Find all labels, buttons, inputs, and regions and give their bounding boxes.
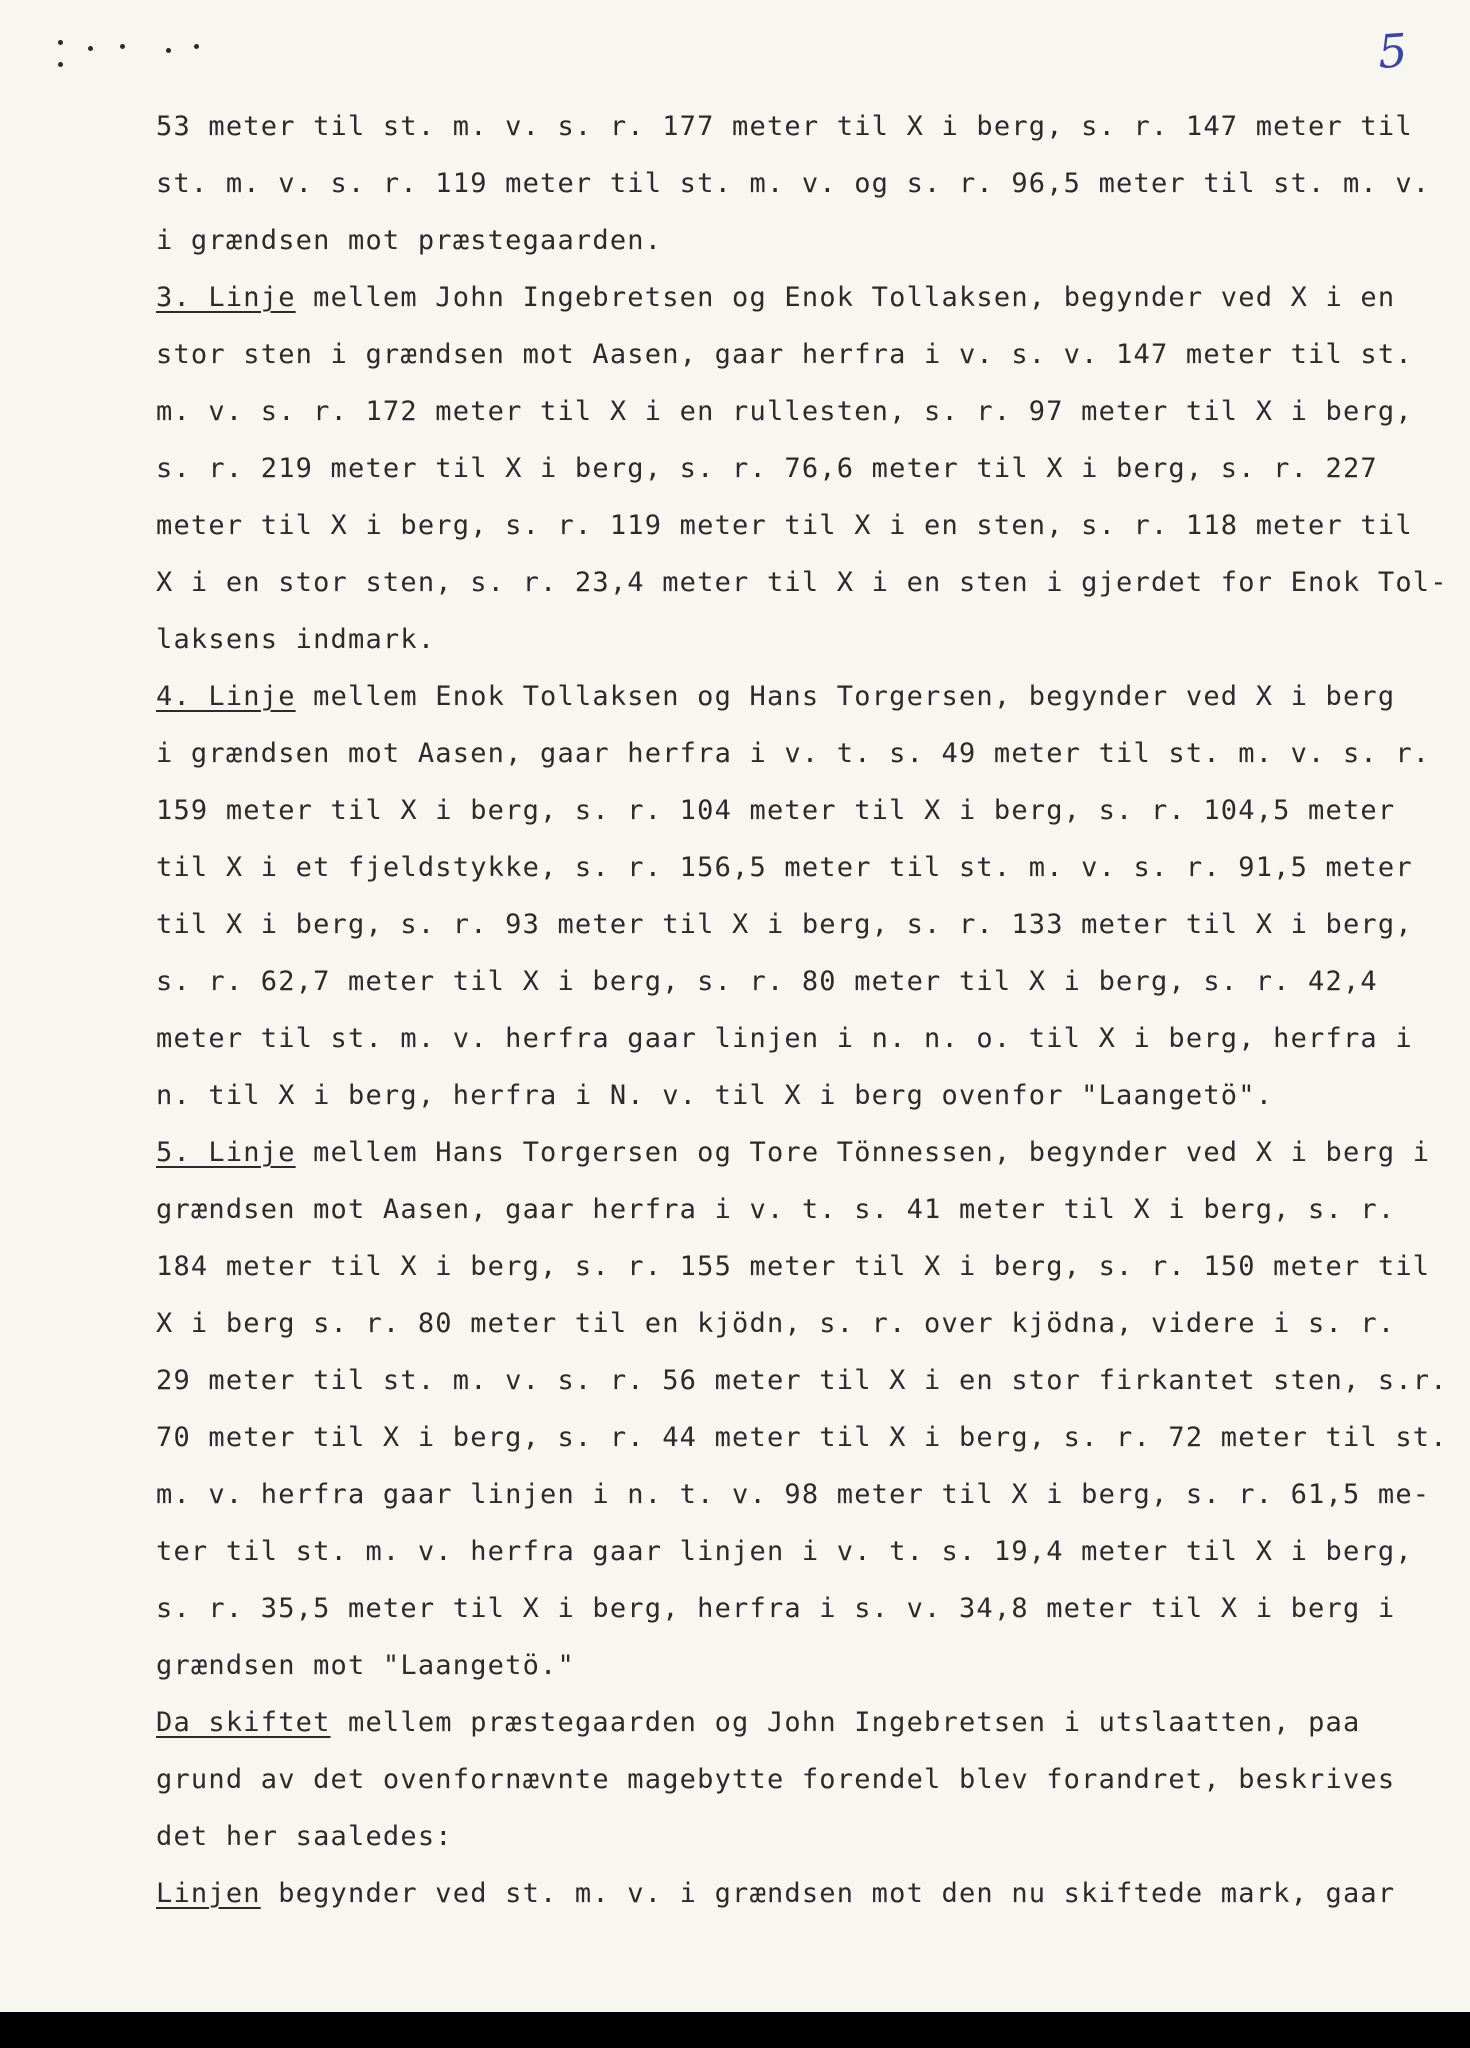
section-heading: 4. Linje — [156, 681, 296, 712]
text-line — [156, 896, 1416, 953]
section-heading: 5. Linje — [156, 1137, 296, 1168]
text-line — [156, 1751, 1416, 1808]
line-text: 159 meter til X i berg, s. r. 104 meter til X i berg, s. r. 104,5 meter — [156, 795, 1396, 826]
text-line — [156, 1409, 1448, 1466]
page-number: 5 — [1376, 23, 1410, 79]
text-line — [156, 269, 1416, 326]
text-line — [156, 1865, 1416, 1922]
text-line — [156, 839, 1416, 896]
line-text: grændsen mot "Laangetö." — [156, 1650, 575, 1681]
line-text: 53 meter til st. m. v. s. r. 177 meter til X i berg, s. r. 147 meter til — [156, 111, 1413, 142]
text-line — [156, 1694, 1416, 1751]
line-text: 70 meter til X i berg, s. r. 44 meter til X i berg, s. r. 72 meter til st. — [156, 1422, 1448, 1453]
line-text: ter til st. m. v. herfra gaar linjen i v. t. s. 19,4 meter til X i berg, — [156, 1536, 1413, 1567]
line-text: i grændsen mot Aasen, gaar herfra i v. t. s. 49 meter til st. m. v. s. r. — [156, 738, 1431, 769]
text-line — [156, 326, 1416, 383]
text-line — [156, 1523, 1416, 1580]
text-line — [156, 155, 1431, 212]
line-text: mellem John Ingebretsen og Enok Tollaksen, begynder ved X i en — [295, 282, 1396, 313]
line-text: mellem Enok Tollaksen og Hans Torgersen, begynder ved X i berg — [295, 681, 1396, 712]
line-text: til X i et fjeldstykke, s. r. 156,5 meter til st. m. v. s. r. 91,5 meter — [156, 852, 1413, 883]
line-text: mellem Hans Torgersen og Tore Tönnessen, begynder ved X i berg i — [295, 1137, 1431, 1168]
line-text: til X i berg, s. r. 93 meter til X i berg, s. r. 133 meter til X i berg, — [156, 909, 1413, 940]
document-text — [156, 98, 1448, 1922]
line-text: s. r. 35,5 meter til X i berg, herfra i s. v. 34,8 meter til X i berg i — [156, 1593, 1396, 1624]
text-line — [156, 1124, 1431, 1181]
text-line — [156, 611, 1416, 668]
line-text: i grændsen mot præstegaarden. — [156, 225, 663, 256]
line-text: st. m. v. s. r. 119 meter til st. m. v. og s. r. 96,5 meter til st. m. v. — [156, 168, 1431, 199]
text-line — [156, 554, 1448, 611]
text-line — [156, 1295, 1416, 1352]
line-text: laksens indmark. — [156, 624, 436, 655]
text-line — [156, 497, 1416, 554]
text-line — [156, 1181, 1416, 1238]
line-text: det her saaledes: — [156, 1821, 453, 1852]
text-line — [156, 1067, 1416, 1124]
line-text: m. v. herfra gaar linjen i n. t. v. 98 meter til X i berg, s. r. 61,5 me- — [156, 1479, 1431, 1510]
text-line — [156, 668, 1416, 725]
text-line — [156, 1466, 1431, 1523]
line-text: grændsen mot Aasen, gaar herfra i v. t. s. 41 meter til X i berg, s. r. — [156, 1194, 1396, 1225]
line-text: m. v. s. r. 172 meter til X i en rullesten, s. r. 97 meter til X i berg, — [156, 396, 1413, 427]
line-text: meter til st. m. v. herfra gaar linjen i n. n. o. til X i berg, herfra i — [156, 1023, 1413, 1054]
text-line — [156, 98, 1416, 155]
line-text: grund av det ovenfornævnte magebytte forendel blev forandret, beskrives — [156, 1764, 1396, 1795]
line-text: stor sten i grændsen mot Aasen, gaar herfra i v. s. v. 147 meter til st. — [156, 339, 1413, 370]
text-line — [156, 1580, 1416, 1637]
text-line — [156, 212, 1416, 269]
text-line — [156, 725, 1431, 782]
line-text: meter til X i berg, s. r. 119 meter til X i en sten, s. r. 118 meter til — [156, 510, 1413, 541]
text-line — [156, 1238, 1431, 1295]
section-heading: 3. Linje — [156, 282, 296, 313]
line-text: n. til X i berg, herfra i N. v. til X i berg ovenfor "Laangetö". — [156, 1080, 1274, 1111]
line-text: mellem præstegaarden og John Ingebretsen i utslaatten, paa — [330, 1707, 1361, 1738]
text-line — [156, 1352, 1448, 1409]
line-text: X i berg s. r. 80 meter til en kjödn, s. r. over kjödna, videre i s. r. — [156, 1308, 1396, 1339]
line-text: begynder ved st. m. v. i grændsen mot den nu skiftede mark, gaar — [260, 1878, 1396, 1909]
punch-marks — [58, 40, 208, 90]
text-line — [156, 1808, 1416, 1865]
line-text: s. r. 62,7 meter til X i berg, s. r. 80 meter til X i berg, s. r. 42,4 — [156, 966, 1378, 997]
line-text: 184 meter til X i berg, s. r. 155 meter til X i berg, s. r. 150 meter til — [156, 1251, 1431, 1282]
text-line — [156, 383, 1416, 440]
text-line — [156, 1010, 1416, 1067]
line-text: s. r. 219 meter til X i berg, s. r. 76,6 meter til X i berg, s. r. 227 — [156, 453, 1378, 484]
line-text: X i en stor sten, s. r. 23,4 meter til X i en sten i gjerdet for Enok Tol- — [156, 567, 1448, 598]
line-text: 29 meter til st. m. v. s. r. 56 meter til X i en stor firkantet sten, s.r. — [156, 1365, 1448, 1396]
text-line — [156, 953, 1416, 1010]
text-line — [156, 782, 1416, 839]
section-heading: Da skiftet — [156, 1707, 331, 1738]
section-heading: Linjen — [156, 1878, 261, 1909]
text-line — [156, 440, 1416, 497]
text-line — [156, 1637, 1416, 1694]
